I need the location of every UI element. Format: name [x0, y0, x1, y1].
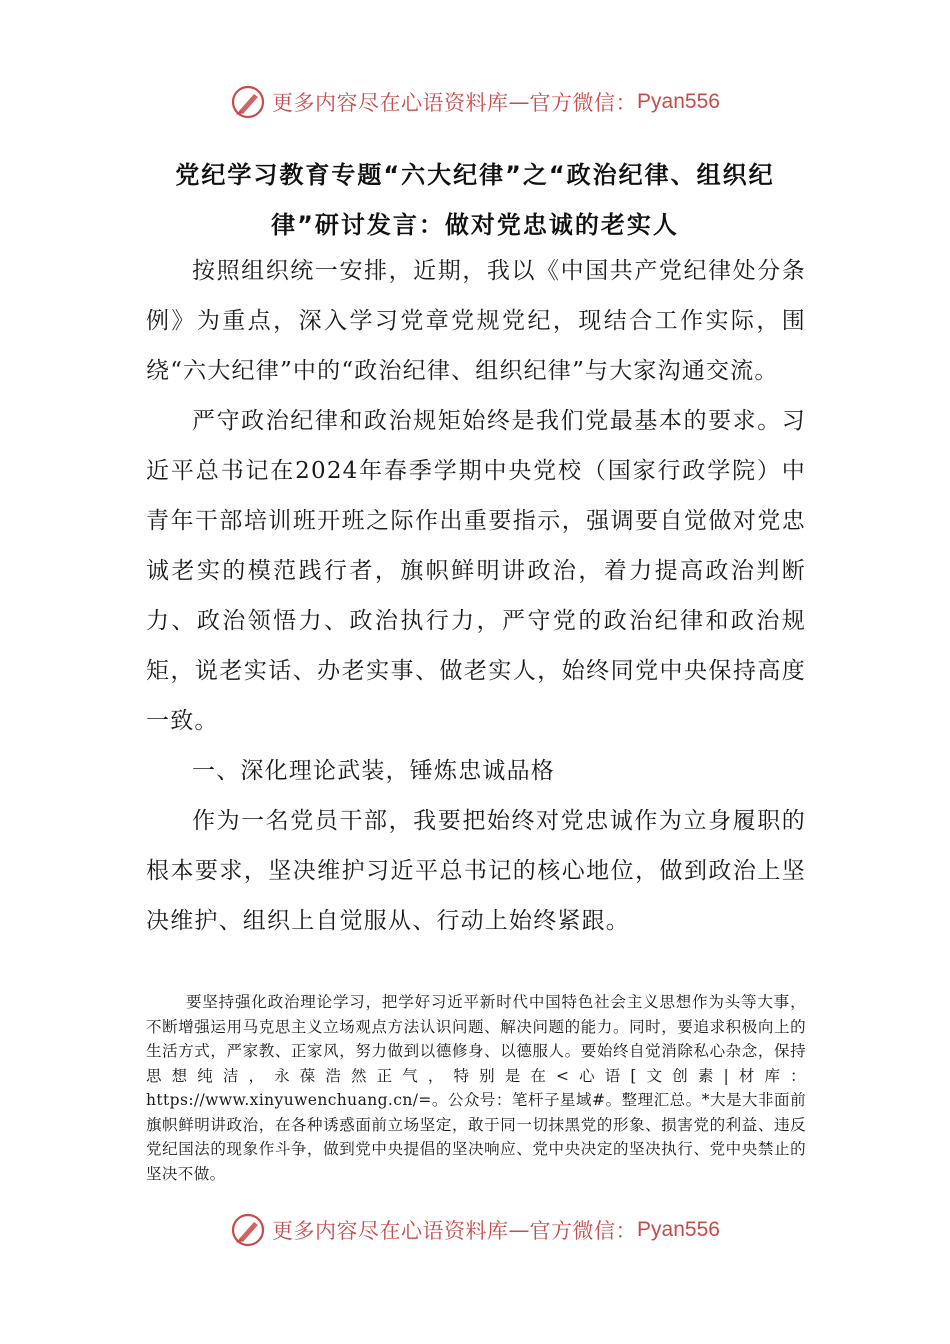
pen-logo-icon [230, 84, 266, 120]
paragraph-political-discipline: 严守政治纪律和政治规矩始终是我们党最基本的要求。习近平总书记在2024年春季学期中央党校（国家行政学院）中青年干部培训班开班之际作出重要指示，强调要自觉做对党忠诚老实的模范践行者，旗帜鲜明讲政治，着力提高政治判断力、政治领悟力、政治执行力，严守党的政治纪律和政治规矩，说老实话、办老实事、做老实人，始终同党中央保持高度一致。 [146, 408, 806, 734]
banner-wechat-id: Pyan556 [637, 1218, 720, 1241]
document-body [146, 246, 806, 946]
document-title [150, 150, 800, 250]
paragraph-loyalty: 作为一名党员干部，我要把始终对党忠诚作为立身履职的根本要求，坚决维护习近平总书记的核心地位，做到政治上坚决维护、组织上自觉服从、行动上始终紧跟。 [146, 808, 806, 934]
banner-separator: — [508, 1218, 530, 1242]
banner-suffix: 官方微信： [529, 1219, 638, 1243]
title-line-1: 党纪学习教育专题“六大纪律”之“政治纪律、组织纪 [175, 161, 775, 189]
paragraph-intro: 按照组织统一安排，近期，我以《中国共产党纪律处分条例》为重点，深入学习党章党规党纪，现结合工作实际，围绕“六大纪律”中的“政治纪律、组织纪律”与大家沟通交流。 [146, 258, 806, 384]
watermark-banner-bottom [0, 1208, 950, 1252]
banner-wechat-id: Pyan556 [637, 90, 720, 113]
section-heading-1: 一、深化理论武装，锤炼忠诚品格 [192, 758, 555, 784]
banner-suffix: 官方微信： [529, 91, 638, 115]
banner-separator: — [508, 90, 530, 114]
small-print-block [146, 990, 806, 1186]
title-line-2: 律”研讨发言：做对党忠诚的老实人 [271, 211, 679, 239]
watermark-banner-top [0, 80, 950, 124]
pen-logo-icon [230, 1212, 266, 1248]
banner-text: 更多内容尽在心语资料库 [272, 91, 509, 115]
paragraph-small: 要坚持强化政治理论学习，把学好习近平新时代中国特色社会主义思想作为头等大事，不断增强运用马克思主义立场观点方法认识问题、解决问题的能力。同时，要追求积极向上的生活方式，严家教、正家风，努力做到以德修身、以德服人。要始终自觉消除私心杂念，保持思想纯洁，永葆浩然正气，特别是在<心语[文创素|材库：https://www.xinyuwenchuang.cn/=。公众号：笔杆子星域#。整理汇总。*大是大非面前旗帜鲜明讲政治，在各种诱惑面前立场坚定，敢于同一切抹黑党的形象、损害党的利益、违反党纪国法的现象作斗争，做到党中央提倡的坚决响应、党中央决定的坚决执行、党中央禁止的坚决不做。 [146, 993, 806, 1183]
banner-text: 更多内容尽在心语资料库 [272, 1219, 509, 1243]
